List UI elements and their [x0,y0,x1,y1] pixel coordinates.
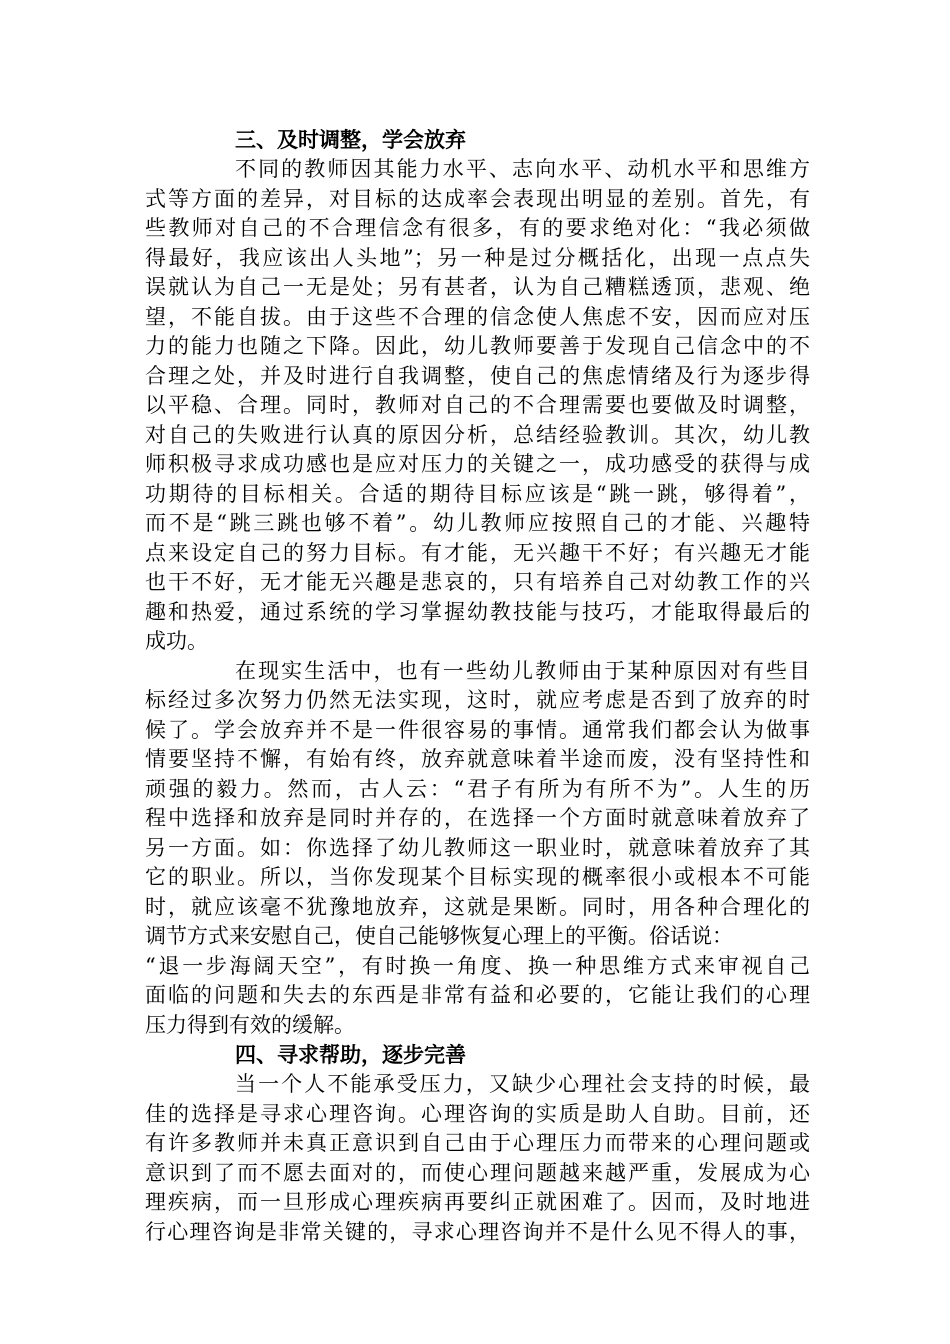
text-line: 它的职业。所以，当你发现某个目标实现的概率很小或根本不可能 [145,865,810,889]
text-line: 对自己的失败进行认真的原因分析，总结经验教训。其次，幼儿教 [145,422,810,447]
text-line: 调节方式来安慰自己，使自己能够恢复心理上的平衡。俗话说： [145,924,733,948]
text-line: 在现实生活中，也有一些幼儿教师由于某种原因对有些目 [235,658,810,683]
text-line: 得最好，我应该出人头地”；另一种是过分概括化，出现一点点失 [145,245,810,270]
section-heading-3: 三、及时调整，学会放弃 [235,127,466,152]
section-heading-4: 四、寻求帮助，逐步完善 [235,1042,466,1067]
text-line: 些教师对自己的不合理信念有很多，有的要求绝对化：“我必须做 [145,216,810,240]
text-line: 佳的选择是寻求心理咨询。心理咨询的实质是助人自助。目前，还 [145,1101,810,1126]
text-line: 另一方面。如：你选择了幼儿教师这一职业时，就意味着放弃了其 [145,835,810,860]
text-line: 趣和热爱，通过系统的学习掌握幼教技能与技巧，才能取得最后的 [145,599,810,624]
text-line: 功期待的目标相关。合适的期待目标应该是“跳一跳，够得着”， [145,481,810,506]
text-line: 标经过多次努力仍然无法实现，这时，就应考虑是否到了放弃的时 [145,688,810,712]
text-line: 压力得到有效的缓解。 [145,1012,355,1037]
text-line: 顽强的毅力。然而，古人云：“君子有所为有所不为”。人生的历 [145,776,810,801]
text-line: 情要坚持不懈，有始有终，放弃就意味着半途而废，没有坚持性和 [145,747,810,771]
text-line: 误就认为自己一无是处；另有甚者，认为自己糟糕透顶，悲观、绝 [145,275,810,299]
text-line: 时，就应该毫不犹豫地放弃，这就是果断。同时，用各种合理化的 [145,894,810,919]
text-line: 望，不能自拔。由于这些不合理的信念使人焦虑不安，因而应对压 [145,304,810,329]
text-line: 意识到了而不愿去面对的，而使心理问题越来越严重，发展成为心 [145,1160,810,1185]
text-line: 面临的问题和失去的东西是非常有益和必要的，它能让我们的心理 [145,983,810,1007]
text-line: “退一步海阔天空”，有时换一角度、换一种思维方式来审视自己 [145,953,810,978]
text-line: 当一个人不能承受压力，又缺少心理社会支持的时候，最 [235,1072,810,1096]
text-line: 成功。 [145,629,208,653]
text-line: 师积极寻求成功感也是应对压力的关键之一，成功感受的获得与成 [145,452,810,476]
text-line: 也干不好，无才能无兴趣是悲哀的，只有培养自己对幼教工作的兴 [145,570,810,594]
text-line: 程中选择和放弃是同时并存的，在选择一个方面时就意味着放弃了 [145,806,810,830]
text-line: 式等方面的差异，对目标的达成率会表现出明显的差别。首先，有 [145,186,810,211]
document-page [145,125,810,1247]
text-line: 合理之处，并及时进行自我调整，使自己的焦虑情绪及行为逐步得 [145,363,810,388]
text-line: 有许多教师并未真正意识到自己由于心理压力而带来的心理问题或 [145,1131,810,1155]
text-line: 力的能力也随之下降。因此，幼儿教师要善于发现自己信念中的不 [145,334,810,358]
text-line: 以平稳、合理。同时，教师对自己的不合理需要也要做及时调整， [145,393,810,417]
text-line: 而不是“跳三跳也够不着”。幼儿教师应按照自己的才能、兴趣特 [145,511,810,535]
paragraph-2 [145,657,810,1041]
text-line: 行心理咨询是非常关键的，寻求心理咨询并不是什么见不得人的事， [145,1219,810,1244]
text-line: 点来设定自己的努力目标。有才能，无兴趣干不好；有兴趣无才能 [145,540,810,565]
text-line: 理疾病，而一旦形成心理疾病再要纠正就困难了。因而，及时地进 [145,1190,810,1214]
paragraph-3 [145,1070,810,1247]
text-line: 候了。学会放弃并不是一件很容易的事情。通常我们都会认为做事 [145,717,810,742]
text-line: 不同的教师因其能力水平、志向水平、动机水平和思维方 [235,157,810,181]
paragraph-1 [145,155,810,657]
